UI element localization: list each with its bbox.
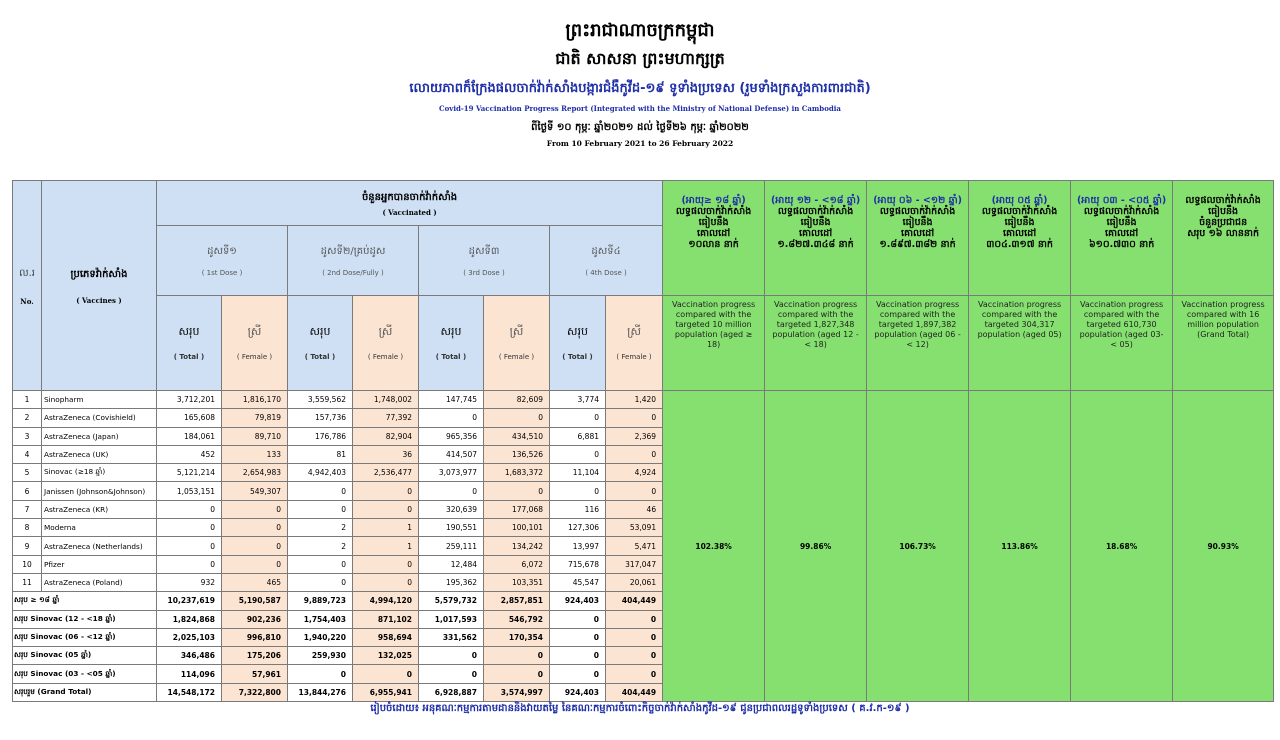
- total-count: 6,881: [550, 427, 606, 445]
- female-count: 175,206: [222, 647, 288, 665]
- total-count: 2,025,103: [157, 628, 222, 646]
- total-count: 5,121,214: [157, 464, 222, 482]
- female-count: 5,190,587: [222, 592, 288, 610]
- progress-percent: 18.68%: [1071, 391, 1173, 702]
- dose3-female-header: ស្រី ( Female ): [484, 296, 550, 391]
- female-count: 89,710: [222, 427, 288, 445]
- progress-desc-06-12: Vaccination progress compared with the targeted 1,897,382 population (aged 06 - < 12): [867, 296, 969, 391]
- female-count: 136,526: [484, 445, 550, 463]
- total-count: 924,403: [550, 592, 606, 610]
- female-count: 0: [606, 610, 663, 628]
- summary-label: សរុប Sinovac (03 - <05 ឆ្នាំ): [13, 665, 157, 683]
- total-count: 0: [550, 610, 606, 628]
- female-count: 133: [222, 445, 288, 463]
- dose3-total-header: សរុប ( Total ): [419, 296, 484, 391]
- female-count: 0: [606, 628, 663, 646]
- row-number: 5: [13, 464, 42, 482]
- female-count: 0: [353, 665, 419, 683]
- total-count: 259,111: [419, 537, 484, 555]
- total-count: 13,844,276: [288, 683, 353, 701]
- total-count: 6,928,887: [419, 683, 484, 701]
- progress-percent: 102.38%: [663, 391, 765, 702]
- total-count: 346,486: [157, 647, 222, 665]
- progress-header-12-18: (អាយុ ១២ - <១៨ ឆ្នាំ) លទ្ធផលចាក់វ៉ាក់សាំង ធៀបនឹង គោលដៅ ១.៨២៧.៣៤៨ នាក់: [765, 181, 867, 296]
- female-count: 0: [222, 537, 288, 555]
- female-count: 77,392: [353, 409, 419, 427]
- total-count: 932: [157, 573, 222, 591]
- progress-header-06-12: (អាយុ ០៦ - <១២ ឆ្នាំ) លទ្ធផលចាក់វ៉ាក់សាំង ធៀបនឹង គោលដៅ ១.៨៩៧.៣៨២ នាក់: [867, 181, 969, 296]
- total-count: 0: [288, 573, 353, 591]
- female-count: 0: [353, 500, 419, 518]
- female-count: 100,101: [484, 519, 550, 537]
- female-count: 134,242: [484, 537, 550, 555]
- date-range-en: From 10 February 2021 to 26 February 2022: [546, 139, 734, 148]
- total-count: 9,889,723: [288, 592, 353, 610]
- total-count: 0: [550, 628, 606, 646]
- total-count: 5,579,732: [419, 592, 484, 610]
- vaccine-name: Janissen (Johnson&Johnson): [42, 482, 157, 500]
- female-count: 2,857,851: [484, 592, 550, 610]
- total-count: 4,942,403: [288, 464, 353, 482]
- row-number: 6: [13, 482, 42, 500]
- total-count: 3,774: [550, 391, 606, 409]
- progress-percent: 90.93%: [1173, 391, 1274, 702]
- vaccine-name: Moderna: [42, 519, 157, 537]
- female-count: 871,102: [353, 610, 419, 628]
- total-count: 0: [550, 409, 606, 427]
- row-number: 10: [13, 555, 42, 573]
- female-count: 0: [353, 573, 419, 591]
- vaccine-name: Sinovac (≥18 ឆ្នាំ): [42, 464, 157, 482]
- progress-desc-05: Vaccination progress compared with the targeted 304,317 population (aged 05): [969, 296, 1071, 391]
- total-count: 127,306: [550, 519, 606, 537]
- vaccine-name: AstraZeneca (KR): [42, 500, 157, 518]
- female-count: 7,322,800: [222, 683, 288, 701]
- total-count: 0: [157, 519, 222, 537]
- female-count: 549,307: [222, 482, 288, 500]
- total-count: 157,736: [288, 409, 353, 427]
- progress-desc-12-18: Vaccination progress compared with the targeted 1,827,348 population (aged 12 - < 18): [765, 296, 867, 391]
- total-count: 13,997: [550, 537, 606, 555]
- progress-desc-18plus: Vaccination progress compared with the targeted 10 million population (aged ≥ 18): [663, 296, 765, 391]
- summary-label: សរុប Sinovac (12 - <18 ឆ្នាំ): [13, 610, 157, 628]
- female-count: 2,369: [606, 427, 663, 445]
- female-count: 546,792: [484, 610, 550, 628]
- row-number: 9: [13, 537, 42, 555]
- row-number: 2: [13, 409, 42, 427]
- female-count: 20,061: [606, 573, 663, 591]
- dose2-female-header: ស្រី ( Female ): [353, 296, 419, 391]
- total-count: 1,017,593: [419, 610, 484, 628]
- female-count: 177,068: [484, 500, 550, 518]
- progress-header-grand-total: លទ្ធផលចាក់វ៉ាក់សាំង ធៀបនឹង ចំនួនប្រជាជន សរុប ១៦ លាននាក់: [1173, 181, 1274, 296]
- total-count: 1,754,403: [288, 610, 353, 628]
- row-number: 8: [13, 519, 42, 537]
- dose1-total-header: សរុប ( Total ): [157, 296, 222, 391]
- progress-header-18plus: (អាយុ≥ ១៨ ឆ្នាំ) លទ្ធផលចាក់វ៉ាក់សាំង ធៀបនឹង គោលដៅ ១០លាន នាក់: [663, 181, 765, 296]
- date-range-kh: ពីថ្ងៃទី ១០ កុម្ភៈ ឆ្នាំ២០២១ ដល់ ថ្ងៃទី២៦ កុម្ភៈ ឆ្នាំ២០២២: [531, 122, 749, 133]
- total-count: 3,073,977: [419, 464, 484, 482]
- total-count: 0: [288, 482, 353, 500]
- total-count: 12,484: [419, 555, 484, 573]
- female-count: 958,694: [353, 628, 419, 646]
- total-count: 10,237,619: [157, 592, 222, 610]
- female-count: 0: [484, 665, 550, 683]
- summary-label: សរុបរួម (Grand Total): [13, 683, 157, 701]
- female-count: 0: [606, 445, 663, 463]
- total-count: 0: [157, 555, 222, 573]
- motto: ជាតិ សាសនា ព្រះមហាក្សត្រ: [555, 49, 725, 68]
- female-count: 6,072: [484, 555, 550, 573]
- summary-label: សរុប ≥ ១៨ ឆ្នាំ: [13, 592, 157, 610]
- total-count: 259,930: [288, 647, 353, 665]
- vaccine-header: ប្រភេទវ៉ាក់សាំង ( Vaccines ): [42, 181, 157, 391]
- female-count: 6,955,941: [353, 683, 419, 701]
- vaccine-name: AstraZeneca (Covishield): [42, 409, 157, 427]
- total-count: 0: [419, 665, 484, 683]
- total-count: 116: [550, 500, 606, 518]
- female-count: 132,025: [353, 647, 419, 665]
- table-row: [13, 391, 1274, 409]
- female-count: 404,449: [606, 683, 663, 701]
- dose4-total-header: សរុប ( Total ): [550, 296, 606, 391]
- dose3-header: ដូសទី៣ ( 3rd Dose ): [419, 226, 550, 296]
- row-number: 7: [13, 500, 42, 518]
- female-count: 1,816,170: [222, 391, 288, 409]
- female-count: 1,683,372: [484, 464, 550, 482]
- total-count: 0: [550, 482, 606, 500]
- no-header: ល.រ No.: [13, 181, 42, 391]
- total-count: 414,507: [419, 445, 484, 463]
- female-count: 0: [222, 555, 288, 573]
- total-count: 2: [288, 537, 353, 555]
- total-count: 0: [288, 665, 353, 683]
- female-count: 0: [606, 409, 663, 427]
- total-count: 2: [288, 519, 353, 537]
- row-number: 4: [13, 445, 42, 463]
- total-count: 184,061: [157, 427, 222, 445]
- row-number: 3: [13, 427, 42, 445]
- total-count: 0: [419, 482, 484, 500]
- female-count: 0: [606, 647, 663, 665]
- vaccination-table: [12, 180, 1274, 702]
- total-count: 14,548,172: [157, 683, 222, 701]
- total-count: 0: [288, 500, 353, 518]
- female-count: 996,810: [222, 628, 288, 646]
- total-count: 3,712,201: [157, 391, 222, 409]
- footer-note: រៀបចំដោយ៖ អនុគណៈកម្មការតាមដាននិងវាយតម្លៃ នៃគណៈកម្មការចំពោះកិច្ចចាក់វ៉ាក់សាំងកូវីដ-១៩ ជូនប្រជាពលរដ្ឋទូទាំងប្រទេស ( គ.វ.ក-១៩ ): [370, 703, 910, 714]
- total-count: 0: [157, 537, 222, 555]
- dose1-header: ដូសទី១ ( 1st Dose ): [157, 226, 288, 296]
- row-number: 1: [13, 391, 42, 409]
- female-count: 0: [484, 409, 550, 427]
- vaccine-name: AstraZeneca (Japan): [42, 427, 157, 445]
- dose4-female-header: ស្រី ( Female ): [606, 296, 663, 391]
- female-count: 79,819: [222, 409, 288, 427]
- total-count: 81: [288, 445, 353, 463]
- female-count: 170,354: [484, 628, 550, 646]
- total-count: 320,639: [419, 500, 484, 518]
- female-count: 0: [353, 555, 419, 573]
- total-count: 190,551: [419, 519, 484, 537]
- vaccinated-header: ចំនួនអ្នកបានចាក់វ៉ាក់សាំង ( Vaccinated ): [157, 181, 663, 226]
- total-count: 45,547: [550, 573, 606, 591]
- summary-label: សរុប Sinovac (06 - <12 ឆ្នាំ): [13, 628, 157, 646]
- female-count: 465: [222, 573, 288, 591]
- female-count: 36: [353, 445, 419, 463]
- female-count: 317,047: [606, 555, 663, 573]
- female-count: 3,574,997: [484, 683, 550, 701]
- dose4-header: ដូសទី៤ ( 4th Dose ): [550, 226, 663, 296]
- total-count: 0: [419, 409, 484, 427]
- total-count: 0: [288, 555, 353, 573]
- female-count: 0: [353, 482, 419, 500]
- total-count: 331,562: [419, 628, 484, 646]
- dose2-total-header: សរុប ( Total ): [288, 296, 353, 391]
- female-count: 434,510: [484, 427, 550, 445]
- report-title-kh: លោយភាពក៏ក្រែងផលចាក់វ៉ាក់សាំងបង្ការជំងឺកូវីដ-១៩ ទូទាំងប្រទេស (រួមទាំងក្រសួងការពារជាតិ): [409, 81, 871, 96]
- progress-percent: 113.86%: [969, 391, 1071, 702]
- row-number: 11: [13, 573, 42, 591]
- progress-percent: 99.86%: [765, 391, 867, 702]
- female-count: 5,471: [606, 537, 663, 555]
- female-count: 1,420: [606, 391, 663, 409]
- total-count: 452: [157, 445, 222, 463]
- progress-desc-03-05: Vaccination progress compared with the targeted 610,730 population (aged 03- < 05): [1071, 296, 1173, 391]
- vaccine-name: AstraZeneca (UK): [42, 445, 157, 463]
- total-count: 715,678: [550, 555, 606, 573]
- report-title-en: Covid-19 Vaccination Progress Report (Integrated with the Ministry of National Defense) in Cambodia: [439, 104, 841, 113]
- vaccine-name: AstraZeneca (Netherlands): [42, 537, 157, 555]
- summary-label: សរុប Sinovac (05 ឆ្នាំ): [13, 647, 157, 665]
- female-count: 1,748,002: [353, 391, 419, 409]
- vaccine-name: AstraZeneca (Poland): [42, 573, 157, 591]
- dose1-female-header: ស្រី ( Female ): [222, 296, 288, 391]
- total-count: 1,053,151: [157, 482, 222, 500]
- female-count: 4,994,120: [353, 592, 419, 610]
- female-count: 46: [606, 500, 663, 518]
- female-count: 2,654,983: [222, 464, 288, 482]
- progress-desc-grand-total: Vaccination progress compared with 16 million population (Grand Total): [1173, 296, 1274, 391]
- total-count: 11,104: [550, 464, 606, 482]
- vaccine-name: Sinopharm: [42, 391, 157, 409]
- female-count: 53,091: [606, 519, 663, 537]
- total-count: 965,356: [419, 427, 484, 445]
- female-count: 4,924: [606, 464, 663, 482]
- total-count: 1,940,220: [288, 628, 353, 646]
- total-count: 0: [157, 500, 222, 518]
- female-count: 0: [484, 647, 550, 665]
- total-count: 176,786: [288, 427, 353, 445]
- progress-header-05: (អាយុ ០៥ ឆ្នាំ) លទ្ធផលចាក់វ៉ាក់សាំង ធៀបនឹង គោលដៅ ៣០៤.៣១៧ នាក់: [969, 181, 1071, 296]
- female-count: 1: [353, 537, 419, 555]
- total-count: 0: [419, 647, 484, 665]
- female-count: 57,961: [222, 665, 288, 683]
- total-count: 3,559,562: [288, 391, 353, 409]
- total-count: 0: [550, 647, 606, 665]
- female-count: 103,351: [484, 573, 550, 591]
- total-count: 165,608: [157, 409, 222, 427]
- vaccine-name: Pfizer: [42, 555, 157, 573]
- progress-header-03-05: (អាយុ ០៣ - <០៥ ឆ្នាំ) លទ្ធផលចាក់វ៉ាក់សាំង ធៀបនឹង គោលដៅ ៦១០.៧៣០ នាក់: [1071, 181, 1173, 296]
- female-count: 1: [353, 519, 419, 537]
- total-count: 114,096: [157, 665, 222, 683]
- female-count: 0: [606, 482, 663, 500]
- female-count: 0: [606, 665, 663, 683]
- female-count: 82,609: [484, 391, 550, 409]
- progress-percent: 106.73%: [867, 391, 969, 702]
- total-count: 147,745: [419, 391, 484, 409]
- female-count: 0: [222, 500, 288, 518]
- dose2-header: ដូសទី២/គ្រប់ដូស ( 2nd Dose/Fully ): [288, 226, 419, 296]
- total-count: 195,362: [419, 573, 484, 591]
- total-count: 924,403: [550, 683, 606, 701]
- female-count: 0: [484, 482, 550, 500]
- total-count: 0: [550, 445, 606, 463]
- female-count: 82,904: [353, 427, 419, 445]
- total-count: 0: [550, 665, 606, 683]
- female-count: 0: [222, 519, 288, 537]
- total-count: 1,824,868: [157, 610, 222, 628]
- kingdom-title: ព្រះរាជាណាចក្រកម្ពុជា: [565, 20, 715, 41]
- female-count: 404,449: [606, 592, 663, 610]
- female-count: 2,536,477: [353, 464, 419, 482]
- female-count: 902,236: [222, 610, 288, 628]
